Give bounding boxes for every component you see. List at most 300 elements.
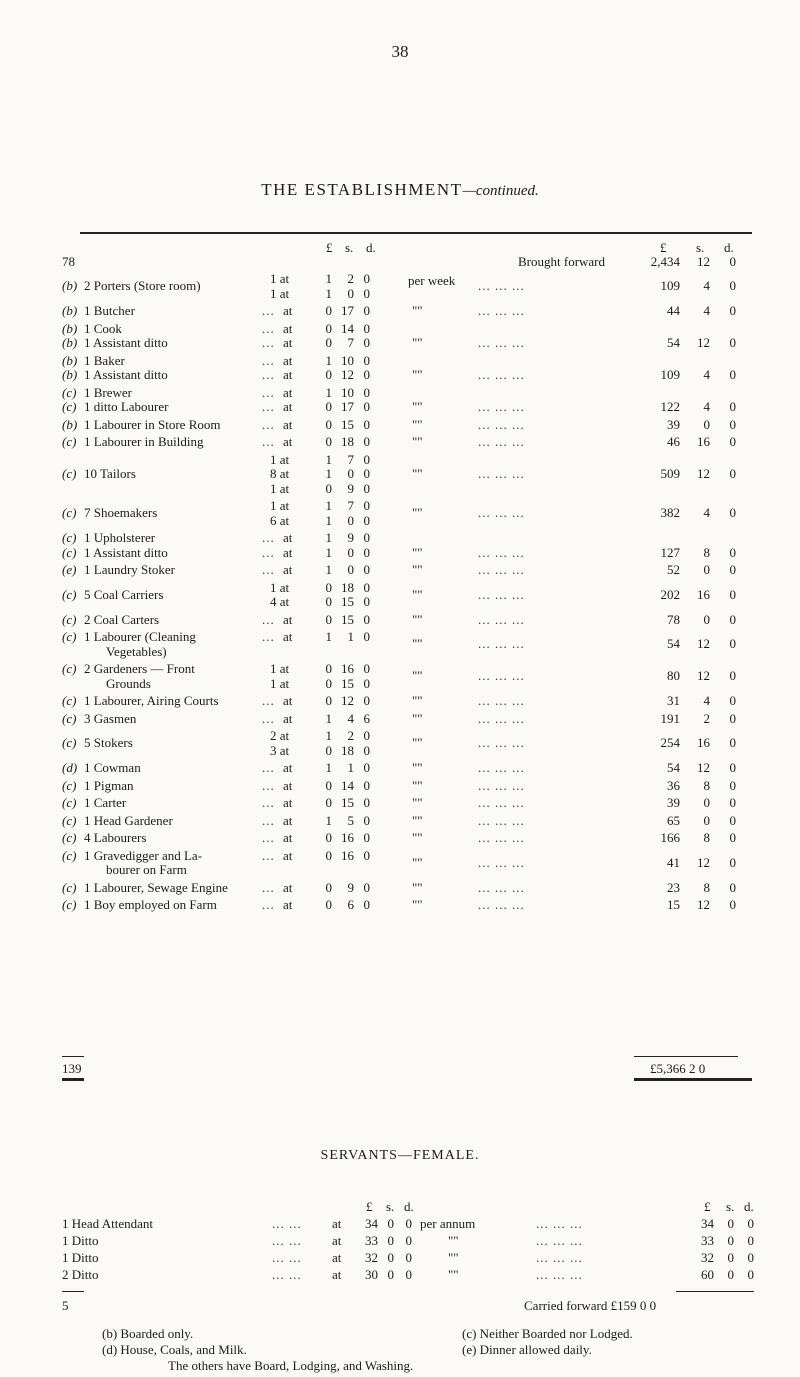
total-shillings: 0 — [703, 562, 710, 577]
row-description: 1 Brewer — [84, 384, 133, 400]
row-code: (c) — [62, 847, 77, 863]
total-pence: 0 — [729, 830, 736, 845]
leader-dots: ... — [262, 777, 275, 793]
row-code: (b) — [62, 320, 78, 336]
note-d: (d) House, Coals, and Milk. — [102, 1342, 247, 1357]
total-pence: 0 — [729, 760, 736, 775]
rate-pounds: 0 — [325, 847, 332, 863]
rate-pence: 0 — [363, 384, 370, 400]
rate-shillings: 15 — [341, 611, 354, 627]
total-pence: 0 — [747, 1250, 754, 1265]
rate-pounds: 0 — [325, 434, 332, 449]
row-code: (b) — [62, 352, 78, 368]
leader-dots: ... ... ... — [478, 466, 525, 481]
leader-dots: ... ... ... — [478, 416, 525, 432]
leader-dots: ... — [262, 384, 275, 400]
ditto-mark: "" — [448, 1233, 459, 1248]
total-pence: 0 — [729, 544, 736, 560]
rate-pence: 0 — [363, 562, 370, 577]
female-col-pence: d. — [404, 1199, 414, 1214]
ditto-mark: "" — [412, 830, 423, 845]
leader-dots: ... — [262, 367, 275, 382]
total-shillings: 4 — [703, 399, 710, 414]
note-others: The others have Board, Lodging, and Washing. — [168, 1358, 414, 1373]
rate-pence: 0 — [363, 352, 370, 368]
row-code: (c) — [62, 661, 77, 676]
row-code: (c) — [62, 586, 77, 602]
rate-pence: 0 — [363, 303, 370, 318]
leader-dots: ... — [262, 812, 275, 828]
leader-dots: ... — [262, 795, 275, 810]
ditto-mark: "" — [412, 897, 423, 912]
row-code: (c) — [62, 530, 77, 545]
total-pounds: 39 — [667, 795, 680, 810]
rate-pounds: 1 — [325, 544, 332, 560]
rate-pounds: 1 — [325, 466, 332, 481]
total-pence: 0 — [729, 367, 736, 382]
ditto-mark: "" — [412, 879, 423, 895]
rate-pounds: 1 — [325, 512, 332, 528]
total-pounds: 15 — [667, 897, 680, 912]
row-description: 1 Gravedigger and La- — [84, 847, 203, 863]
rate-pence: 0 — [363, 728, 370, 743]
row-description: 10 Tailors — [84, 466, 136, 481]
row-code: (b) — [62, 416, 78, 432]
leader-dots: ... — [262, 303, 275, 318]
rate-qualifier: 1 at — [270, 271, 290, 286]
leader-dots: ... ... ... — [478, 562, 525, 577]
rate-pence: 0 — [405, 1216, 412, 1231]
rate-pounds: 1 — [325, 285, 332, 301]
rate-qualifier: at — [283, 710, 293, 726]
brought-forward-label: Brought forward — [518, 254, 606, 269]
total-pence: 0 — [729, 399, 736, 414]
rate-shillings: 1 — [347, 629, 354, 644]
rate-qualifier: at — [283, 777, 293, 793]
ditto-mark: "" — [448, 1267, 459, 1282]
rate-qualifier: at — [332, 1267, 342, 1282]
rate-shillings: 0 — [387, 1267, 394, 1282]
total-pounds: 54 — [667, 335, 680, 350]
rate-pence: 0 — [363, 399, 370, 414]
carried-forward: Carried forward £159 0 0 — [524, 1298, 657, 1313]
rate-pence: 0 — [363, 544, 370, 560]
ditto-mark: "" — [412, 505, 423, 521]
female-col-shillings: s. — [386, 1199, 395, 1214]
leader-dots: ... ... — [272, 1267, 302, 1282]
leader-dots: ... — [262, 879, 275, 895]
leader-dots: ... — [262, 693, 275, 708]
rate-qualifier: 6 at — [270, 512, 290, 528]
ditto-mark: "" — [412, 416, 423, 432]
leader-dots: ... ... ... — [478, 335, 525, 350]
rate-pence: 0 — [405, 1267, 412, 1282]
ditto-mark: "" — [412, 668, 423, 684]
total-shillings: 16 — [697, 586, 710, 602]
rate-shillings: 10 — [341, 384, 354, 400]
row-code: (c) — [62, 434, 77, 449]
leader-dots: ... ... ... — [478, 668, 525, 684]
female-count-total: 5 — [62, 1298, 69, 1313]
rate-qualifier: at — [283, 879, 293, 895]
row-code: (c) — [62, 505, 77, 521]
total-pounds: 509 — [660, 466, 680, 481]
leader-dots: ... ... ... — [478, 812, 525, 828]
total-double-rule — [634, 1078, 752, 1081]
total-pounds: 80 — [667, 668, 680, 684]
female-section-title: SERVANTS—FEMALE. — [320, 1148, 480, 1163]
rate-pence: 0 — [363, 897, 370, 912]
rate-pence: 6 — [363, 710, 370, 726]
rate-qualifier: 1 at — [270, 285, 290, 301]
rate-shillings: 0 — [347, 466, 354, 481]
rate-pounds: 0 — [325, 777, 332, 793]
leader-dots: ... ... ... — [478, 278, 525, 294]
leader-dots: ... — [262, 629, 275, 644]
rate-qualifier: at — [283, 335, 293, 350]
row-description: 1 Boy employed on Farm — [84, 897, 217, 912]
row-description: 1 Carter — [84, 795, 127, 810]
total-shillings: 12 — [697, 668, 710, 684]
page-number: 38 — [391, 42, 409, 61]
total-pounds: 166 — [660, 830, 680, 845]
rate-shillings: 0 — [347, 544, 354, 560]
rate-qualifier: at — [332, 1233, 342, 1248]
leader-dots: ... — [262, 335, 275, 350]
rate-pence: 0 — [405, 1233, 412, 1248]
rate-shillings: 10 — [341, 352, 354, 368]
row-code: (c) — [62, 735, 77, 751]
leader-dots: ... ... ... — [478, 693, 525, 708]
rate-pence: 0 — [363, 629, 370, 644]
rate-qualifier: at — [283, 562, 293, 577]
rate-pounds: 0 — [325, 693, 332, 708]
rate-shillings: 18 — [341, 742, 354, 758]
total-pounds: 78 — [667, 611, 680, 627]
rate-qualifier: 3 at — [270, 742, 290, 758]
female-total-rule — [676, 1291, 754, 1292]
leader-dots: ... ... ... — [478, 735, 525, 751]
row-code: (c) — [62, 710, 77, 726]
total-pounds: 41 — [667, 854, 680, 870]
rate-pounds: 0 — [325, 594, 332, 609]
row-description-cont: bourer on Farm — [106, 862, 187, 877]
page-title — [0, 180, 800, 200]
rate-qualifier: at — [283, 416, 293, 432]
rate-pounds: 0 — [325, 661, 332, 676]
rate-qualifier: 2 at — [270, 728, 290, 743]
rate-shillings: 7 — [347, 451, 354, 467]
ditto-mark: "" — [412, 693, 423, 708]
ditto-mark: "" — [412, 854, 423, 870]
rate-pence: 0 — [363, 498, 370, 513]
row-description: 2 Coal Carters — [84, 611, 160, 627]
rate-pence: 0 — [363, 661, 370, 676]
rate-pence: 0 — [363, 335, 370, 350]
total-pence: 0 — [729, 505, 736, 521]
total-shillings: 0 — [727, 1216, 734, 1231]
row-code: (b) — [62, 335, 78, 350]
ditto-mark: "" — [412, 466, 423, 481]
total-pounds: 31 — [667, 693, 680, 708]
rate-qualifier: at — [283, 544, 293, 560]
ditto-mark: "" — [412, 544, 423, 560]
total-pounds: 382 — [660, 505, 680, 521]
ditto-mark: "" — [412, 795, 423, 810]
rate-pence: 0 — [363, 416, 370, 432]
total-shillings: 0 — [703, 611, 710, 627]
brought-forward-pounds: 2,434 — [650, 254, 680, 269]
rate-qualifier: 8 at — [270, 466, 290, 481]
total-pounds: 36 — [667, 777, 680, 793]
rate-pounds: 0 — [325, 675, 332, 691]
row-description-cont: Grounds — [106, 675, 151, 691]
total-pence: 0 — [729, 586, 736, 602]
rate-pence: 0 — [363, 760, 370, 775]
total-pounds: 65 — [667, 812, 680, 828]
col-header-total-pounds: £ — [660, 240, 667, 255]
total-pounds: 54 — [667, 636, 680, 652]
rate-pounds: 0 — [325, 879, 332, 895]
rate-pounds: 1 — [325, 451, 332, 467]
total-pounds: 52 — [667, 562, 680, 577]
row-description: 1 Labourer, Airing Courts — [84, 693, 219, 708]
row-description: 1 Labourer in Store Room — [84, 416, 221, 432]
rate-pence: 0 — [363, 434, 370, 449]
leader-dots: ... ... ... — [478, 636, 525, 652]
female-col-total-pence: d. — [744, 1199, 754, 1214]
rate-pence: 0 — [363, 675, 370, 691]
total-pounds: 39 — [667, 416, 680, 432]
rate-qualifier: at — [283, 399, 293, 414]
rate-pounds: 0 — [325, 795, 332, 810]
total-pounds: 60 — [701, 1267, 714, 1282]
total-pounds: 202 — [660, 586, 680, 602]
rate-pounds: 32 — [365, 1250, 378, 1265]
row-code: (b) — [62, 278, 78, 294]
rate-pounds: 0 — [325, 399, 332, 414]
leader-dots: ... ... ... — [478, 777, 525, 793]
row-description-cont: Vegetables) — [106, 643, 167, 659]
ditto-mark: "" — [412, 735, 423, 751]
row-code: (c) — [62, 629, 77, 644]
rate-shillings: 9 — [347, 879, 354, 895]
rate-pence: 0 — [363, 271, 370, 286]
total-shillings: 12 — [697, 760, 710, 775]
rate-shillings: 6 — [347, 897, 354, 912]
total-shillings: 4 — [703, 367, 710, 382]
rate-shillings: 15 — [341, 795, 354, 810]
female-col-pounds: £ — [366, 1199, 373, 1214]
rate-shillings: 18 — [341, 434, 354, 449]
leader-dots: ... — [262, 611, 275, 627]
female-row-description: 1 Head Attendant — [62, 1216, 153, 1231]
total-pence: 0 — [729, 854, 736, 870]
brought-forward-pence: 0 — [729, 254, 736, 269]
total-pence: 0 — [729, 693, 736, 708]
total-shillings: 4 — [703, 505, 710, 521]
leader-dots: ... — [262, 320, 275, 336]
ditto-mark: "" — [412, 399, 423, 414]
rate-qualifier: at — [283, 795, 293, 810]
rate-shillings: 18 — [341, 579, 354, 595]
male-count-total: 139 — [62, 1061, 82, 1076]
rate-qualifier: 4 at — [270, 594, 290, 609]
row-description: 1 Assistant ditto — [84, 367, 168, 382]
row-description: 1 Cowman — [84, 760, 141, 775]
rate-shillings: 15 — [341, 416, 354, 432]
note-b: (b) Boarded only. — [102, 1326, 194, 1341]
leader-dots: ... ... ... — [478, 897, 525, 912]
rate-qualifier: at — [283, 320, 293, 336]
rate-shillings: 9 — [347, 480, 354, 496]
total-shillings: 8 — [703, 777, 710, 793]
top-rule — [80, 232, 752, 234]
total-pounds: 44 — [667, 303, 680, 318]
rate-pence: 0 — [363, 795, 370, 810]
rate-pence: 0 — [363, 480, 370, 496]
leader-dots: ... ... ... — [478, 367, 525, 382]
total-shillings: 16 — [697, 434, 710, 449]
ditto-mark: "" — [412, 611, 423, 627]
row-code: (c) — [62, 897, 77, 912]
rate-shillings: 4 — [347, 710, 354, 726]
total-pounds: 254 — [660, 735, 680, 751]
total-pence: 0 — [729, 636, 736, 652]
rate-shillings: 12 — [341, 367, 354, 382]
rate-pounds: 0 — [325, 480, 332, 496]
rate-shillings: 16 — [341, 847, 354, 863]
leader-dots: ... — [262, 352, 275, 368]
ditto-mark: "" — [412, 367, 423, 382]
total-shillings: 0 — [703, 416, 710, 432]
ditto-mark: "" — [412, 812, 423, 828]
rate-shillings: 7 — [347, 335, 354, 350]
rate-qualifier: at — [283, 303, 293, 318]
row-code: (c) — [62, 777, 77, 793]
total-shillings: 0 — [727, 1267, 734, 1282]
ditto-mark: "" — [412, 303, 423, 318]
row-description: 1 Butcher — [84, 303, 135, 318]
rate-qualifier: at — [283, 384, 293, 400]
total-pounds: 54 — [667, 760, 680, 775]
rate-pence: 0 — [363, 847, 370, 863]
leader-dots: ... ... ... — [478, 434, 525, 449]
row-description: 5 Stokers — [84, 735, 133, 751]
row-description: 1 Assistant ditto — [84, 544, 168, 560]
rate-qualifier: 1 at — [270, 498, 290, 513]
rate-qualifier: at — [332, 1216, 342, 1231]
total-pounds: 46 — [667, 434, 680, 449]
rate-pounds: 1 — [325, 498, 332, 513]
rate-shillings: 15 — [341, 594, 354, 609]
rate-shillings: 0 — [387, 1216, 394, 1231]
total-shillings: 16 — [697, 735, 710, 751]
rate-pence: 0 — [363, 693, 370, 708]
rate-qualifier: at — [283, 367, 293, 382]
row-description: 1 Labourer in Building — [84, 434, 204, 449]
col-header-pence: d. — [366, 240, 376, 255]
row-description: 1 Labourer (Cleaning — [84, 629, 196, 644]
row-description: 1 Baker — [84, 352, 125, 368]
leader-dots: ... ... ... — [536, 1267, 583, 1282]
rate-pence: 0 — [363, 742, 370, 758]
rate-pounds: 30 — [365, 1267, 378, 1282]
title-continued: —continued. — [462, 183, 539, 199]
row-description: 1 Upholsterer — [84, 530, 156, 545]
title-main: THE ESTABLISHMENT — [261, 180, 463, 199]
note-e: (e) Dinner allowed daily. — [462, 1342, 592, 1357]
row-description: 1 Cook — [84, 320, 122, 336]
total-pence: 0 — [747, 1233, 754, 1248]
row-code: (c) — [62, 795, 77, 810]
rate-qualifier: at — [283, 629, 293, 644]
col-header-total-shillings: s. — [696, 240, 705, 255]
ditto-mark: "" — [412, 777, 423, 793]
leader-dots: ... — [262, 562, 275, 577]
total-pence: 0 — [729, 335, 736, 350]
total-pence: 0 — [747, 1216, 754, 1231]
rate-pence: 0 — [363, 367, 370, 382]
male-grand-total: £5,366 2 0 — [650, 1061, 706, 1076]
leader-dots: ... ... — [272, 1216, 302, 1231]
rate-pounds: 1 — [325, 352, 332, 368]
row-code: (d) — [62, 760, 78, 775]
total-shillings: 2 — [703, 710, 710, 726]
rate-pence: 0 — [405, 1250, 412, 1265]
rate-pounds: 1 — [325, 629, 332, 644]
rate-pence: 0 — [363, 812, 370, 828]
total-shillings: 8 — [703, 544, 710, 560]
rate-shillings: 0 — [347, 562, 354, 577]
row-code: (c) — [62, 879, 77, 895]
rate-pounds: 0 — [325, 335, 332, 350]
rate-pence: 0 — [363, 466, 370, 481]
row-description: 1 Assistant ditto — [84, 335, 168, 350]
rate-shillings: 17 — [341, 303, 354, 318]
rate-qualifier: at — [283, 847, 293, 863]
total-shillings: 12 — [697, 897, 710, 912]
row-description: 1 Laundry Stoker — [84, 562, 175, 577]
rate-pence: 0 — [363, 512, 370, 528]
rate-pence: 0 — [363, 611, 370, 627]
count-rule — [62, 1056, 84, 1057]
total-shillings: 8 — [703, 879, 710, 895]
total-pounds: 23 — [667, 879, 680, 895]
rate-pounds: 0 — [325, 303, 332, 318]
rate-pounds: 0 — [325, 416, 332, 432]
total-shillings: 0 — [703, 795, 710, 810]
row-code: (e) — [62, 562, 77, 577]
rate-pounds: 1 — [325, 271, 332, 286]
leader-dots: ... — [262, 847, 275, 863]
col-header-shillings: s. — [345, 240, 354, 255]
leader-dots: ... ... ... — [478, 795, 525, 810]
total-shillings: 12 — [697, 335, 710, 350]
count-start: 78 — [62, 254, 75, 269]
rate-shillings: 0 — [387, 1233, 394, 1248]
leader-dots: ... ... ... — [478, 544, 525, 560]
brought-forward-shillings: 12 — [697, 254, 710, 269]
row-description: 1 Labourer, Sewage Engine — [84, 879, 228, 895]
rate-qualifier: at — [332, 1250, 342, 1265]
row-description: 4 Labourers — [84, 830, 147, 845]
total-pence: 0 — [747, 1267, 754, 1282]
ditto-mark: "" — [412, 710, 423, 726]
rate-shillings: 12 — [341, 693, 354, 708]
leader-dots: ... ... ... — [478, 830, 525, 845]
total-rule — [634, 1056, 738, 1057]
